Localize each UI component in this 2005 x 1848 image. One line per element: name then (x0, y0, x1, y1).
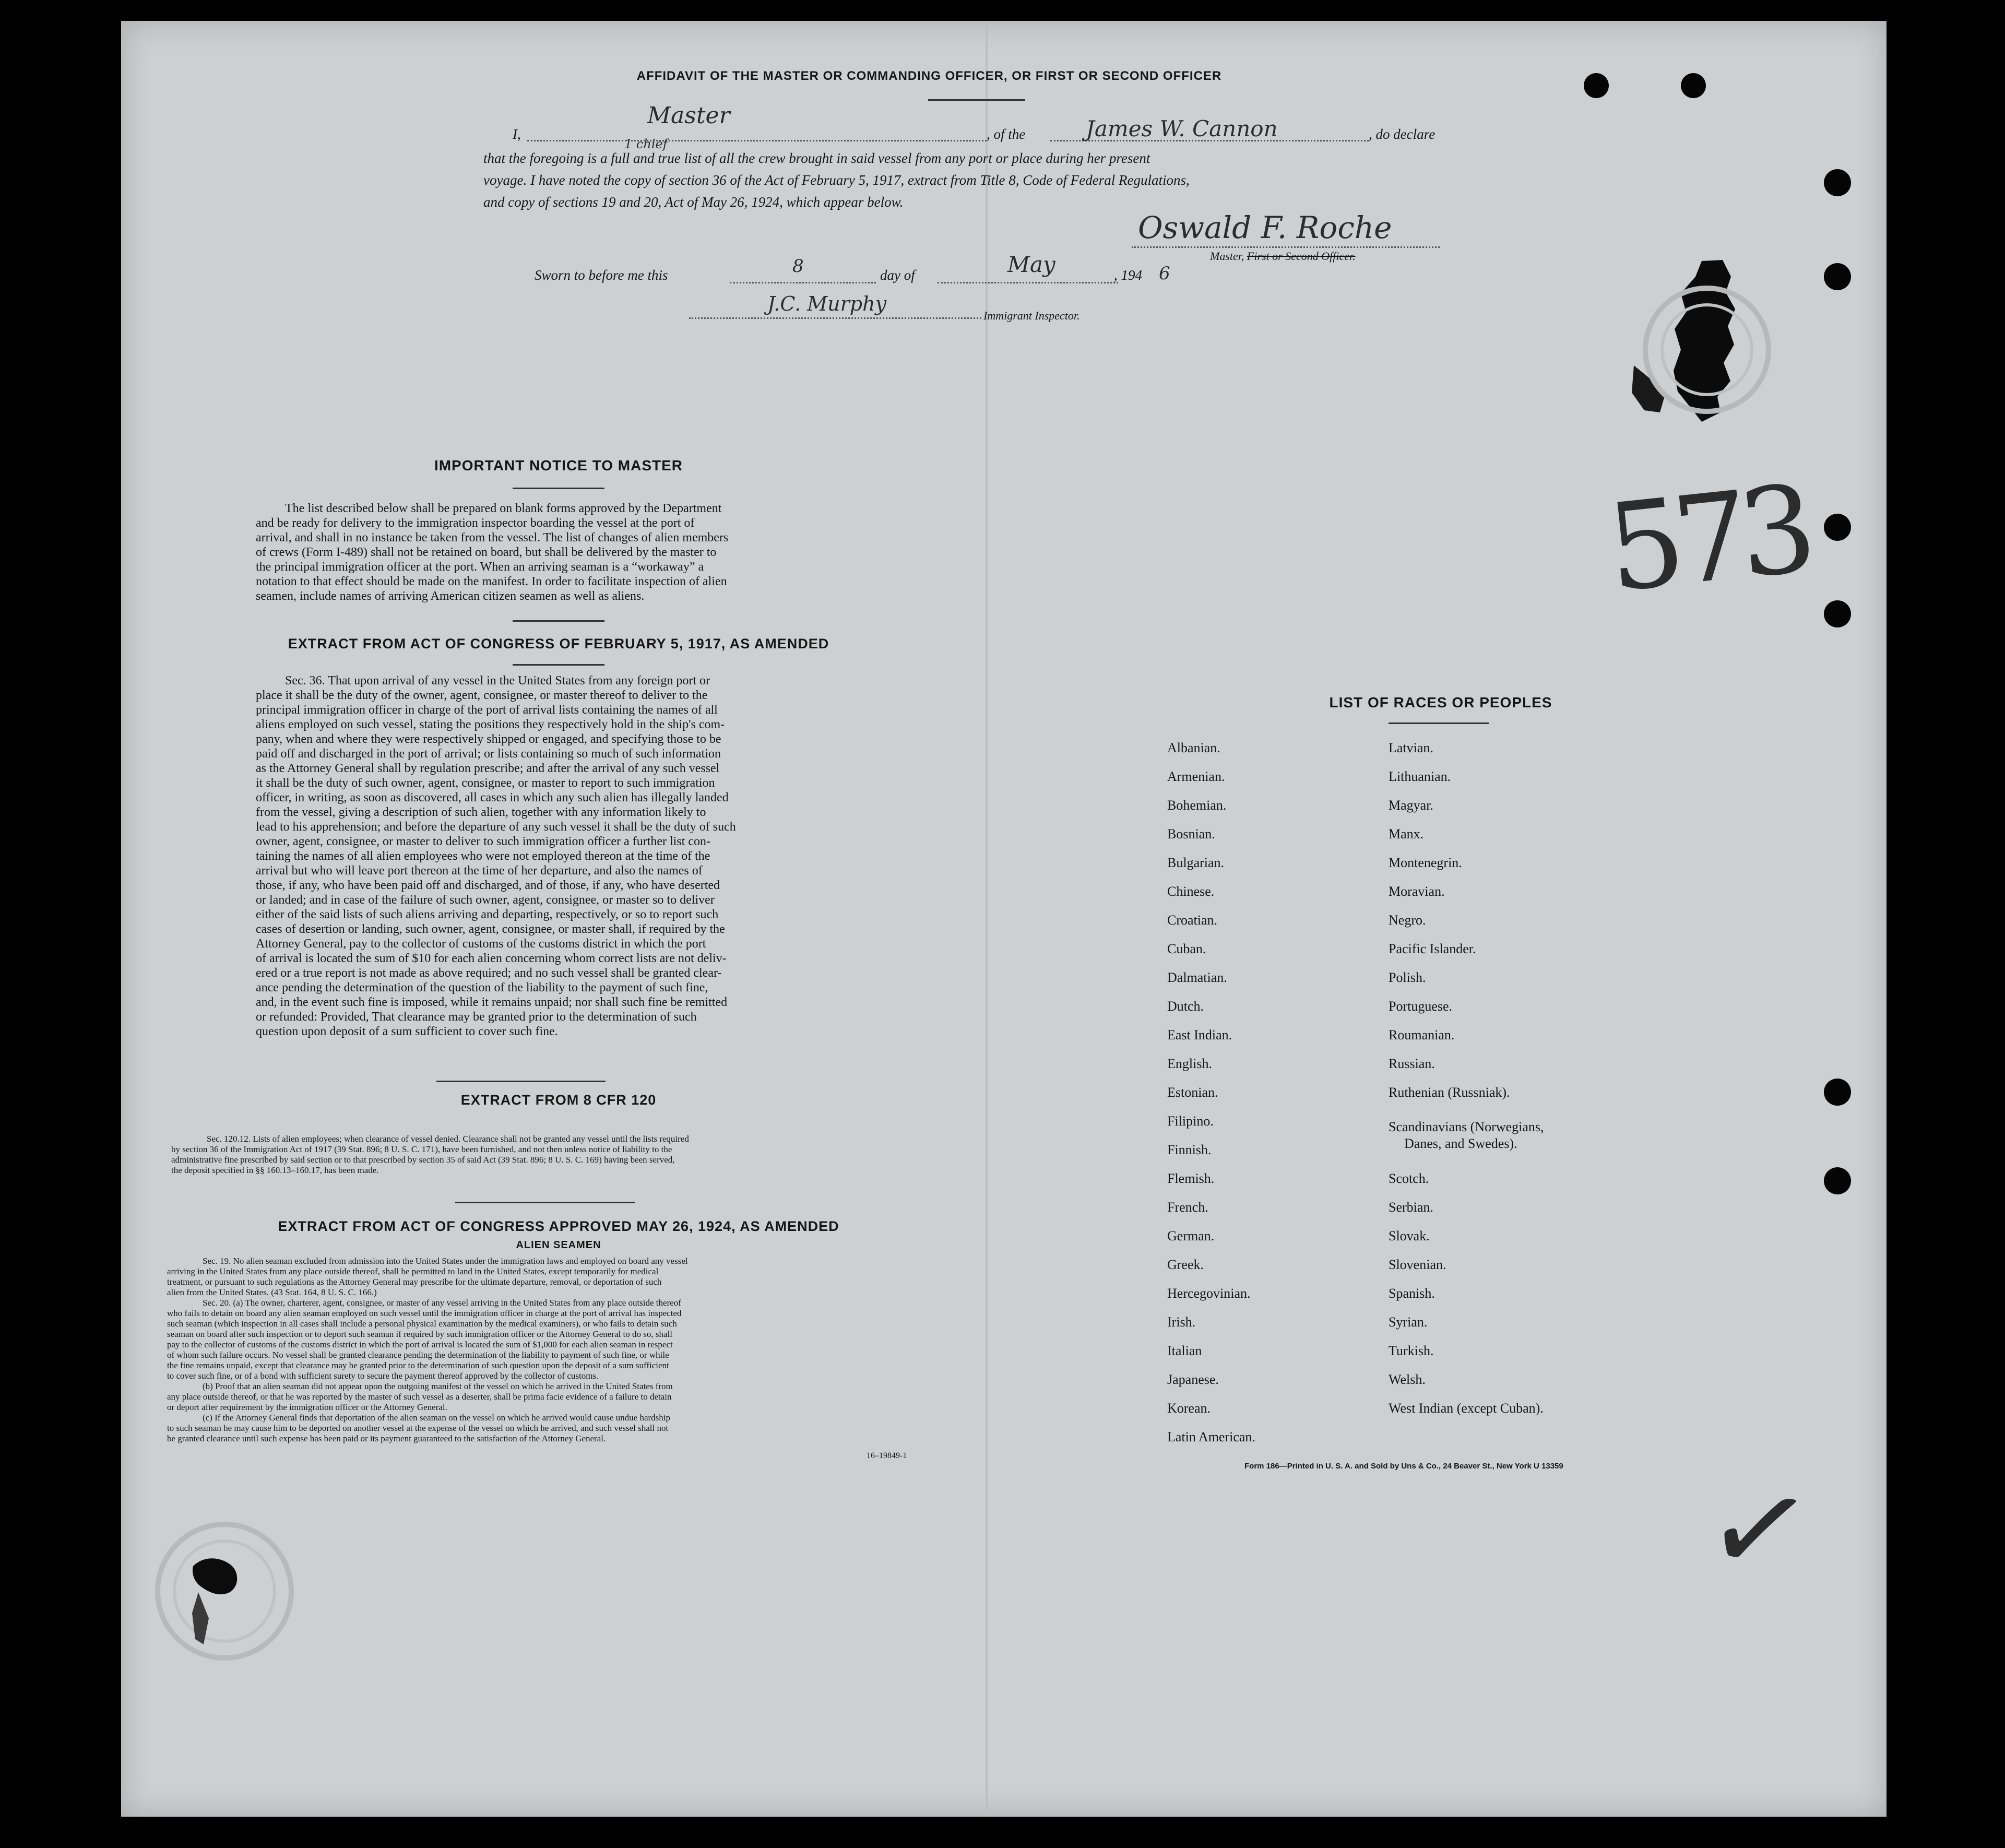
race-item: Irish. (1167, 1314, 1196, 1330)
extract-line: and, in the event such fine is imposed, while it remains unpaid; nor shall such fine be remitted (256, 996, 728, 1009)
punch-hole (1584, 73, 1609, 98)
extract-line: pany, when and where they were respectively shipped or engaged, and specifying those to be (256, 732, 721, 746)
cfr-line: the deposit specified in §§ 160.13–160.17, has been made. (171, 1165, 379, 1175)
race-item: Flemish. (1167, 1171, 1215, 1186)
race-item: Danes, and Swedes). (1404, 1136, 1517, 1151)
divider (455, 1202, 635, 1203)
affidavit-i-label: I, (513, 126, 521, 142)
race-item: German. (1167, 1228, 1215, 1243)
punch-hole (1824, 514, 1851, 541)
signature-caption-struck: First or Second Officer. (1247, 250, 1356, 263)
signature-caption-master: Master, (1210, 250, 1247, 263)
race-item: Welsh. (1389, 1372, 1426, 1387)
race-item: Estonian. (1167, 1085, 1218, 1100)
race-item: Hercegovinian. (1167, 1286, 1251, 1301)
extract-line: of whom such failure occurs. No vessel shall be granted clearance pending the determination of the liability to payment of such fine, or while (167, 1350, 669, 1360)
race-item: Japanese. (1167, 1372, 1219, 1387)
punch-hole (1824, 169, 1851, 196)
extract-line: or landed; and in case of the failure of such owner, agent, consignee, or master so to deliver (256, 893, 715, 907)
race-item: Finnish. (1167, 1142, 1212, 1157)
month-blank (938, 282, 1118, 283)
race-item: Korean. (1167, 1401, 1211, 1416)
race-item: Albanian. (1167, 740, 1220, 755)
extract-line: to such seaman he may cause him to be deported on another vessel at the expense of the vessel on which he arrived, and such vessel shall not (167, 1423, 669, 1433)
races-title: LIST OF RACES OR PEOPLES (1329, 694, 1552, 710)
race-item: Russian. (1389, 1056, 1435, 1071)
divider (928, 99, 1025, 101)
race-item: Latin American. (1167, 1429, 1255, 1444)
affidavit-title: AFFIDAVIT OF THE MASTER OR COMMANDING OFFICER, OR FIRST OR SECOND OFFICER (636, 69, 1222, 83)
race-item: Greek. (1167, 1257, 1204, 1272)
handwritten-officer-insert: 1 chief (624, 137, 668, 151)
race-item: Dalmatian. (1167, 970, 1227, 985)
punch-hole (1824, 1079, 1851, 1106)
notice-line: arrival, and shall in no instance be taken from the vessel. The list of changes of alien members (256, 531, 729, 544)
race-item: Spanish. (1389, 1286, 1435, 1301)
handwritten-vessel-name: James W. Cannon (1086, 116, 1278, 141)
race-item: Turkish. (1389, 1343, 1434, 1358)
extract-line: Sec. 36. That upon arrival of any vessel in the United States from any foreign port or (285, 674, 710, 688)
affidavit-of-the-label: , of the (987, 126, 1026, 142)
inspector-line (689, 317, 981, 319)
race-item: West Indian (except Cuban). (1389, 1401, 1544, 1416)
extract-1924-subtitle: ALIEN SEAMEN (516, 1239, 601, 1251)
affidavit-do-declare-label: , do declare (1369, 126, 1435, 142)
extract-line: or deport after requirement by the immigration officer or the Attorney General. (167, 1402, 447, 1412)
cfr-title: EXTRACT FROM 8 CFR 120 (460, 1092, 657, 1108)
extract-line: lead to his apprehension; and before the departure of any such vessel it shall be the duty of such (256, 820, 736, 834)
embossed-seal-icon (151, 1514, 303, 1671)
extract-line: owner, agent, consignee, or master to deliver to such immigration officer a further list con- (256, 835, 710, 848)
race-item: Negro. (1389, 913, 1426, 928)
race-item: Ruthenian (Russniak). (1389, 1085, 1510, 1100)
notice-line: and be ready for delivery to the immigration inspector boarding the vessel at the port of (256, 516, 695, 530)
signature-line (1132, 246, 1440, 248)
punch-hole (1824, 600, 1851, 627)
signature-caption (1210, 250, 1356, 263)
punch-hole (1681, 73, 1706, 98)
extract-line: Attorney General, pay to the collector of customs of the customs district in which the port (256, 937, 706, 951)
extract-line: ance pending the determination of the question of the liability to the payment of such fine, (256, 981, 708, 994)
race-item: Serbian. (1389, 1200, 1433, 1215)
extract-line: either of the said lists of such aliens arriving and departing, respectively, or so to report such (256, 908, 719, 921)
handwritten-page-number: 573 (1601, 459, 1812, 620)
handwritten-inspector: J.C. Murphy (767, 292, 887, 315)
declaration-line-1: that the foregoing is a full and true list of all the crew brought in said vessel from any port or place during her present (483, 150, 1150, 166)
notice-body (256, 501, 846, 603)
notice-line: notation to that effect should be made on the manifest. In order to facilitate inspection of alien (256, 575, 727, 588)
notice-line: The list described below shall be prepared on blank forms approved by the Department (285, 502, 722, 515)
divider (513, 620, 604, 622)
race-item: Filipino. (1167, 1113, 1214, 1129)
handwritten-checkmark: ✓ (1695, 1448, 1824, 1611)
extract-line: principal immigration officer in charge of the port of arrival lists containing the names of all (256, 703, 718, 717)
race-item: Roumanian. (1389, 1027, 1455, 1043)
extract-line: Sec. 19. No alien seaman excluded from admission into the United States under the immigration laws and employed on board any vessel (203, 1256, 688, 1266)
officer-blank (527, 140, 987, 141)
race-item: Magyar. (1389, 798, 1433, 813)
punch-hole (1824, 1167, 1851, 1194)
cfr-body (171, 1134, 923, 1176)
extract-line: aliens employed on such vessel, stating the positions they respectively hold in the ship's com- (256, 718, 725, 731)
extract-line: those, if any, who have been paid off and discharged, and of those, if any, who have deserted (256, 879, 720, 892)
race-item: Polish. (1389, 970, 1426, 985)
extract-line: of arrival is located the sum of $10 for each alien concerning whom correct lists are not deliv- (256, 952, 727, 965)
race-item: Chinese. (1167, 884, 1215, 899)
race-item: Scotch. (1389, 1171, 1429, 1186)
extract-line: officer, in writing, as soon as discovered, all cases in which any such alien has illegally landed (256, 791, 729, 804)
extract-line: who fails to detain on board any alien seaman employed on such vessel until the immigration officer in charge at the port of arrival has inspected (167, 1308, 682, 1318)
race-item: Armenian. (1167, 769, 1225, 784)
printer-note: Form 186—Printed in U. S. A. and Sold by Uns & Co., 24 Beaver St., New York U 13359 (1244, 1462, 1563, 1471)
race-item: Slovenian. (1389, 1257, 1446, 1272)
extract-line: ered or a true report is not made as above required; and no such vessel shall be granted clear- (256, 966, 722, 980)
handwritten-signature: Oswald F. Roche (1138, 210, 1392, 245)
race-item: French. (1167, 1200, 1208, 1215)
cfr-line: Sec. 120.12. Lists of alien employees; when clearance of vessel denied. Clearance shall not be granted any vessel until the lists required (207, 1134, 689, 1144)
race-item: Bohemian. (1167, 798, 1227, 813)
extract-1924-body (167, 1256, 924, 1444)
extract-line: question upon deposit of a sum sufficient to cover such fine. (256, 1025, 558, 1038)
extract-line: place it shall be the duty of the owner, agent, consignee, or master thereof to deliver to the (256, 689, 708, 702)
race-item: Italian (1167, 1343, 1202, 1358)
declaration-line-2: voyage. I have noted the copy of section 36 of the Act of February 5, 1917, extract from Title 8, Code of Federal Regulations, (483, 172, 1190, 188)
race-item: Moravian. (1389, 884, 1445, 899)
race-item: Cuban. (1167, 941, 1206, 956)
extract-line: arrival but who will leave port thereon at the time of her departure, and also the names of (256, 864, 703, 878)
extract-line: or refunded: Provided, That clearance may be granted prior to the determination of such (256, 1010, 697, 1024)
cfr-line: administrative fine prescribed by said section or to that prescribed by section 35 of said Act (39 Stat. 896; 8 U. S. C. 169) having been served, (171, 1155, 675, 1165)
divider (513, 664, 604, 666)
extract-line: (c) If the Attorney General finds that deportation of the alien seaman on the vessel on which he arrived would cause undue hardship (203, 1413, 670, 1423)
extract-line: alien from the United States. (43 Stat. 164, 8 U. S. C. 166.) (167, 1287, 377, 1297)
extract-line: be granted clearance until such expense has been paid or its payment guaranteed to the satisfaction of the Attorney General. (167, 1434, 606, 1443)
year-printed: , 194 (1114, 267, 1142, 283)
handwritten-year-digit: 6 (1159, 263, 1170, 284)
sworn-label: Sworn to before me this (535, 267, 668, 283)
notice-title: IMPORTANT NOTICE TO MASTER (434, 457, 683, 473)
extract-1924-title: EXTRACT FROM ACT OF CONGRESS APPROVED MAY 26, 1924, AS AMENDED (278, 1218, 839, 1234)
extract-line: paid off and discharged in the port of arrival; or lists containing so much of such information (256, 747, 721, 761)
notice-line: seamen, include names of arriving American citizen seamen as well as aliens. (256, 589, 645, 603)
race-item: Portuguese. (1389, 999, 1453, 1014)
handwritten-month: May (1007, 252, 1055, 277)
race-item: East Indian. (1167, 1027, 1232, 1043)
race-item: Lithuanian. (1389, 769, 1451, 784)
extract-line: the fine remains unpaid, except that clearance may be granted prior to the determination of such question upon the deposit of a sum sufficient (167, 1360, 669, 1370)
handwritten-day: 8 (792, 256, 804, 277)
extract-line: Sec. 20. (a) The owner, charterer, agent, consignee, or master of any vessel arriving in the United States from any place outside thereof (203, 1298, 681, 1308)
extract-line: it shall be the duty of such owner, agent, consignee, or master to report to such immigration (256, 776, 715, 790)
extract-line: to cover such fine, or of a bond with sufficient surety to secure the payment thereof approved by the collector of customs. (167, 1371, 599, 1381)
notice-line: of crews (Form I-489) shall not be retained on board, but shall be delivered by the master to (256, 546, 717, 559)
race-item: Montenegrin. (1389, 855, 1462, 870)
race-item: English. (1167, 1056, 1212, 1071)
extract-1917-body (256, 673, 846, 1039)
divider (436, 1081, 606, 1082)
race-item: Croatian. (1167, 913, 1218, 928)
extract-line: (b) Proof that an alien seaman did not appear upon the outgoing manifest of the vessel on which he arrived in the United States from (203, 1381, 673, 1391)
extract-line: cases of desertion or landing, such owner, agent, consignee, or master shall, if required by the (256, 922, 725, 936)
race-item: Latvian. (1389, 740, 1433, 755)
race-item: Slovak. (1389, 1228, 1430, 1243)
race-item: Bosnian. (1167, 826, 1215, 842)
extract-line: taining the names of all alien employees who were not employed thereon at the time of the (256, 849, 710, 863)
notice-line: the principal immigration officer at the port. When an arriving seaman is a “workaway” a (256, 560, 704, 574)
extract-line: seaman on board after such inspection or to deport such seaman if required by such immigration officer or the Attorney General to do so, shall (167, 1329, 672, 1339)
race-item: Manx. (1389, 826, 1424, 842)
extract-line: pay to the collector of customs of the customs district in which the port of arrival is located the sum of $1,000 for each alien seaman in respect (167, 1340, 673, 1349)
embossed-seal-icon (1639, 282, 1775, 418)
day-blank (730, 282, 876, 283)
extract-line: any place outside thereof, or that he was reported by the master of such vessel as a deserter, shall be prima facie evidence of a failure to detain (167, 1392, 672, 1402)
race-item: Pacific Islander. (1389, 941, 1476, 956)
handwritten-officer: Master (647, 102, 730, 129)
form-number: 16–19849-1 (867, 1451, 907, 1460)
extract-line: arriving in the United States from any place outside thereof, shall be permitted to land in the United States, except temporarily for medical (167, 1266, 659, 1276)
extract-line: treatment, or pursuant to such regulations as the Attorney General may prescribe for the ultimate departure, removal, or deportation of such (167, 1277, 662, 1287)
extract-1917-title: EXTRACT FROM ACT OF CONGRESS OF FEBRUARY 5, 1917, AS AMENDED (288, 636, 829, 651)
race-item: Dutch. (1167, 999, 1204, 1014)
extract-line: as the Attorney General shall by regulation prescribe; and after the arrival of any such vessel (256, 762, 720, 775)
punch-hole (1824, 263, 1851, 290)
race-item: Scandinavians (Norwegians, (1389, 1119, 1544, 1134)
divider (1389, 722, 1489, 724)
day-of-label: day of (880, 267, 915, 283)
cfr-line: by section 36 of the Immigration Act of 1917 (39 Stat. 896; 8 U. S. C. 171), have been furnished, and not then unless notice of liability to the (171, 1144, 672, 1154)
race-item: Syrian. (1389, 1314, 1428, 1330)
race-item: Bulgarian. (1167, 855, 1225, 870)
declaration-line-3: and copy of sections 19 and 20, Act of May 26, 1924, which appear below. (483, 194, 904, 210)
extract-line: from the vessel, giving a description of such alien, together with any information likely to (256, 805, 706, 819)
divider (513, 488, 604, 489)
extract-line: such seaman (which inspection in all cases shall include a personal physical examination by the medical examiners), or who fails to detain such (167, 1319, 677, 1329)
inspector-caption: Immigrant Inspector. (983, 309, 1080, 322)
page-fold (986, 21, 988, 1817)
